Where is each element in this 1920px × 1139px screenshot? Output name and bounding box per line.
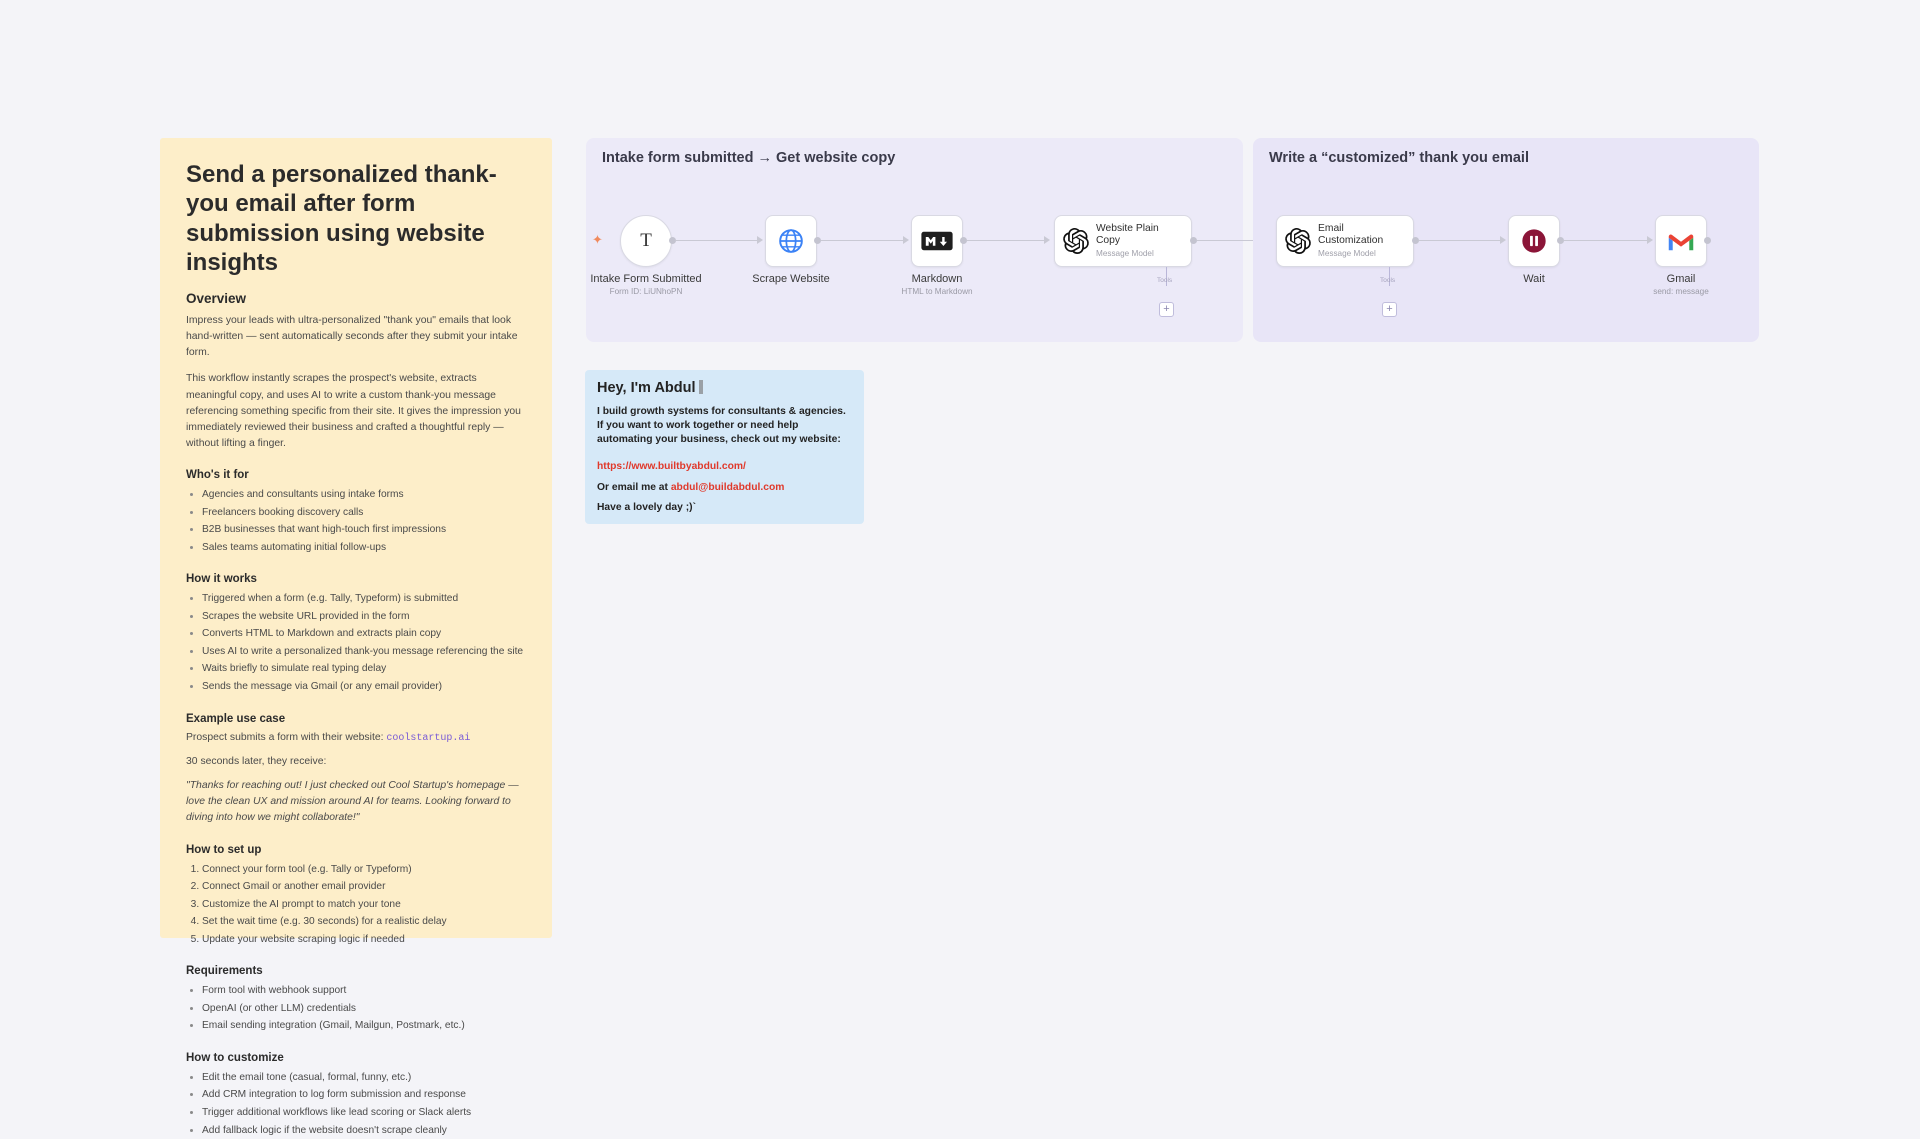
- message-card-email-link[interactable]: abdul@buildabdul.com: [670, 481, 785, 493]
- node-website-plain-copy[interactable]: [1054, 215, 1192, 267]
- tools-label: Tools: [1380, 277, 1396, 284]
- note-overview-paragraph-1: Impress your leads with ultra-personalized "thank you" emails that look hand-written — sent automatically seconds after they submit your intake form.: [186, 315, 518, 359]
- note-example-heading: Example use case: [186, 712, 286, 725]
- markdown-icon: [921, 231, 953, 251]
- node-website-plain-copy-text: [1096, 223, 1183, 259]
- group-intake-title: Intake form submitted → Get website copy: [602, 150, 896, 166]
- node-email-customization[interactable]: [1276, 215, 1414, 267]
- list-item: • OpenAI (or other LLM) credentials: [202, 1000, 526, 1018]
- note-example-prefix: Prospect submits a form with their website:: [186, 731, 387, 743]
- connector-dot: [1557, 237, 1564, 244]
- list-item: • Triggered when a form (e.g. Tally, Typeform) is submitted: [202, 590, 526, 608]
- node-email-customization-text: [1318, 223, 1405, 259]
- list-item: 3. Customize the AI prompt to match your tone: [202, 896, 526, 914]
- list-item: • Add CRM integration to log form submission and response: [202, 1086, 526, 1104]
- node-scrape-website-label: Scrape Website: [752, 273, 830, 285]
- list-item: • Add fallback logic if the website doesn't scrape cleanly: [202, 1122, 526, 1139]
- list-item: • B2B businesses that want high-touch first impressions: [202, 521, 526, 539]
- message-card-website-link[interactable]: https://www.builtbyabdul.com/: [597, 460, 746, 472]
- node-wait[interactable]: [1508, 215, 1560, 267]
- node-website-plain-copy-title: Website Plain Copy: [1096, 223, 1159, 247]
- message-card-email-prefix: Or email me at: [597, 481, 671, 493]
- connector-arrow: [757, 236, 763, 244]
- openai-icon: [1063, 228, 1089, 254]
- note-example-line-2: 30 seconds later, they receive:: [186, 756, 327, 768]
- note-who-heading: Who's it for: [186, 469, 249, 482]
- list-item: • Form tool with webhook support: [202, 982, 526, 1000]
- note-how-heading: How it works: [186, 573, 257, 586]
- note-example-quote: "Thanks for reaching out! I just checked out Cool Startup's homepage — love the clean UX and mission around AI for teams. Looking forward to diving into how we might collaborate!": [186, 780, 519, 824]
- add-tool-button[interactable]: +: [1159, 302, 1174, 317]
- openai-icon: [1285, 228, 1311, 254]
- form-trigger-icon: T: [640, 230, 652, 251]
- node-markdown-sub: HTML to Markdown: [901, 287, 973, 296]
- example-site-code: coolstartup.ai: [386, 732, 471, 744]
- connector-line: [967, 240, 1047, 241]
- node-markdown[interactable]: [911, 215, 963, 267]
- list-item: • Freelancers booking discovery calls: [202, 504, 526, 522]
- list-item: • Sales teams automating initial follow-ups: [202, 539, 526, 557]
- message-card-body: I build growth systems for consultants & agencies. If you want to work together or need help automating your business, check out my website:: [597, 406, 846, 446]
- note-how-list: [186, 590, 526, 695]
- message-card-signoff: Have a lovely day ;)`: [597, 501, 697, 513]
- list-item: • Waits briefly to simulate real typing delay: [202, 660, 526, 678]
- connector-dot: [960, 237, 967, 244]
- connector-dot: [1412, 237, 1419, 244]
- node-gmail-label: Gmail: [1666, 273, 1696, 285]
- node-email-customization-sub: Message Model: [1318, 249, 1376, 259]
- list-item: • Converts HTML to Markdown and extracts plain copy: [202, 625, 526, 643]
- message-card-email-line: [597, 482, 852, 493]
- note-setup-heading: How to set up: [186, 843, 262, 856]
- list-item: 1. Connect your form tool (e.g. Tally or Typeform): [202, 861, 526, 879]
- connector-line: [1564, 240, 1650, 241]
- note-title: Send a personalized thank-you email after form submission using website insights: [186, 161, 497, 276]
- note-overview-heading: Overview: [186, 291, 247, 307]
- connector-dot: [814, 237, 821, 244]
- note-requirements-list: [186, 982, 526, 1035]
- list-item: • Scrapes the website URL provided in the form: [202, 608, 526, 626]
- connector-dot: [1190, 237, 1197, 244]
- node-email-customization-title: Email Customization: [1318, 223, 1384, 247]
- connector-line: [676, 240, 760, 241]
- list-item: • Edit the email tone (casual, formal, funny, etc.): [202, 1069, 526, 1087]
- connector-arrow: [1647, 236, 1653, 244]
- connector-line: [821, 240, 906, 241]
- author-message-card[interactable]: [585, 370, 864, 524]
- note-setup-list: [186, 861, 526, 949]
- connector-dot: [1704, 237, 1711, 244]
- node-markdown-label: Markdown: [911, 273, 963, 285]
- list-item: • Uses AI to write a personalized thank-you message referencing the site: [202, 643, 526, 661]
- list-item: 5. Update your website scraping logic if needed: [202, 931, 526, 949]
- list-item: • Sends the message via Gmail (or any email provider): [202, 678, 526, 696]
- node-scrape-website[interactable]: [765, 215, 817, 267]
- node-gmail[interactable]: [1655, 215, 1707, 267]
- node-intake-form-submitted-label: Intake Form Submitted: [590, 273, 702, 285]
- connector-arrow: [903, 236, 909, 244]
- note-overview-paragraph-2: This workflow instantly scrapes the prospect's website, extracts meaningful copy, and uses AI to write a custom thank-you message referencing something specific from their site. It gives the impression you immediately reviewed their business and crafted a thoughtful reply — without lifting a finger.: [186, 373, 521, 449]
- connector-dot: [669, 237, 676, 244]
- list-item: • Trigger additional workflows like lead scoring or Slack alerts: [202, 1104, 526, 1122]
- group-thank-you-email-title: Write a “customized” thank you email: [1269, 150, 1529, 166]
- note-customize-heading: How to customize: [186, 1051, 284, 1064]
- add-tool-button[interactable]: +: [1382, 302, 1397, 317]
- node-intake-form-submitted-sub: Form ID: LiUNhoPN: [609, 287, 683, 296]
- note-requirements-heading: Requirements: [186, 965, 263, 978]
- text-cursor: [699, 380, 703, 394]
- list-item: 4. Set the wait time (e.g. 30 seconds) for a realistic delay: [202, 913, 526, 931]
- node-website-plain-copy-sub: Message Model: [1096, 249, 1154, 259]
- sparkle-icon: ✦: [592, 232, 603, 247]
- node-gmail-sub: send: message: [1653, 287, 1709, 296]
- connector-arrow: [1044, 236, 1050, 244]
- list-item: • Agencies and consultants using intake forms: [202, 486, 526, 504]
- node-wait-label: Wait: [1523, 273, 1545, 285]
- tools-label: Tools: [1157, 277, 1173, 284]
- globe-icon: [778, 228, 804, 254]
- list-item: 2. Connect Gmail or another email provider: [202, 878, 526, 896]
- message-card-heading-text: Hey, I'm Abdul: [597, 380, 696, 396]
- documentation-sticky-note[interactable]: [160, 138, 552, 1136]
- connector-arrow: [1500, 236, 1506, 244]
- message-card-heading: [597, 380, 852, 396]
- node-intake-form-submitted[interactable]: [620, 215, 672, 267]
- list-item: • Email sending integration (Gmail, Mailgun, Postmark, etc.): [202, 1017, 526, 1035]
- pause-icon: [1520, 227, 1548, 255]
- gmail-icon: [1667, 231, 1695, 252]
- note-who-list: [186, 486, 526, 556]
- note-customize-list: [186, 1069, 526, 1139]
- note-example-line-1: [186, 730, 526, 747]
- connector-line: [1419, 240, 1503, 241]
